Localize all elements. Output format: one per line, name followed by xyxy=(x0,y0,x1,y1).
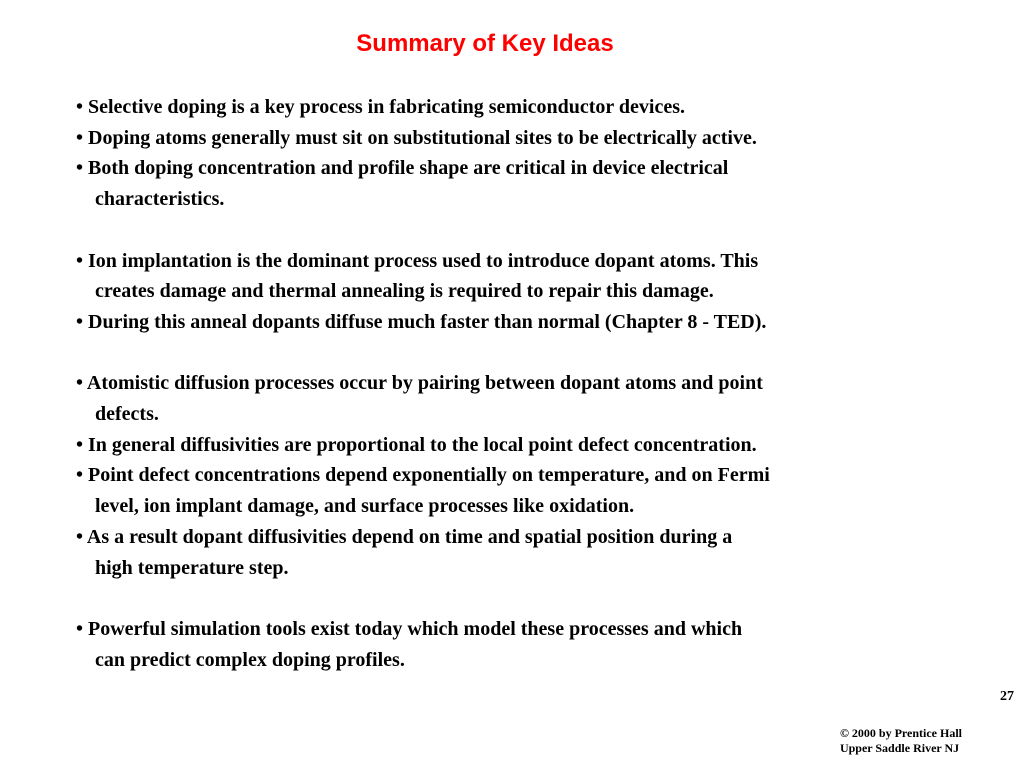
bullet-item xyxy=(76,123,1016,154)
bullet-line-continuation: can predict complex doping profiles. xyxy=(95,648,405,671)
bullet-line-continuation: characteristics. xyxy=(95,188,225,211)
bullet-line: • In general diffusivities are proportional to the local point defect concentration. xyxy=(76,433,757,456)
bullet-line: • Point defect concentrations depend exponentially on temperature, and on Fermi xyxy=(76,464,770,487)
bullet-line: • Selective doping is a key process in fabricating semiconductor devices. xyxy=(76,96,686,118)
slide-title: Summary of Key Ideas xyxy=(356,30,614,57)
bullet-item xyxy=(76,92,1016,123)
bullet-item xyxy=(76,246,1016,307)
bullet-line: • Atomistic diffusion processes occur by pairing between dopant atoms and point xyxy=(76,372,763,395)
copyright-line: © 2000 by Prentice Hall xyxy=(839,726,962,740)
bullet-item xyxy=(76,307,1016,338)
copyright-notice xyxy=(840,726,962,756)
copyright-line: Upper Saddle River NJ xyxy=(839,741,960,755)
bullet-item xyxy=(76,614,1016,675)
bullet-line-continuation: creates damage and thermal annealing is required to repair this damage. xyxy=(95,280,714,303)
bullet-item xyxy=(76,153,1016,214)
bullet-line-continuation: level, ion implant damage, and surface processes like oxidation. xyxy=(95,495,635,518)
bullet-item xyxy=(76,368,1016,429)
bullet-line: • During this anneal dopants diffuse much faster than normal (Chapter 8 - TED). xyxy=(76,310,767,333)
bullet-line: • Both doping concentration and profile shape are critical in device electrical xyxy=(76,157,729,180)
bullet-item xyxy=(76,460,1016,521)
bullet-line: • Powerful simulation tools exist today which model these processes and which xyxy=(76,617,743,640)
bullet-item xyxy=(76,522,1016,583)
bullet-item xyxy=(76,430,1016,461)
page-number: 27 xyxy=(1000,689,1014,704)
bullet-line-continuation: high temperature step. xyxy=(95,556,289,579)
bullet-line: • As a result dopant diffusivities depend on time and spatial position during a xyxy=(76,525,733,548)
bullet-list xyxy=(76,92,1016,675)
bullet-line: • Doping atoms generally must sit on substitutional sites to be electrically active. xyxy=(76,126,757,149)
bullet-line-continuation: defects. xyxy=(95,403,159,425)
bullet-line: • Ion implantation is the dominant process used to introduce dopant atoms. This xyxy=(76,249,759,272)
